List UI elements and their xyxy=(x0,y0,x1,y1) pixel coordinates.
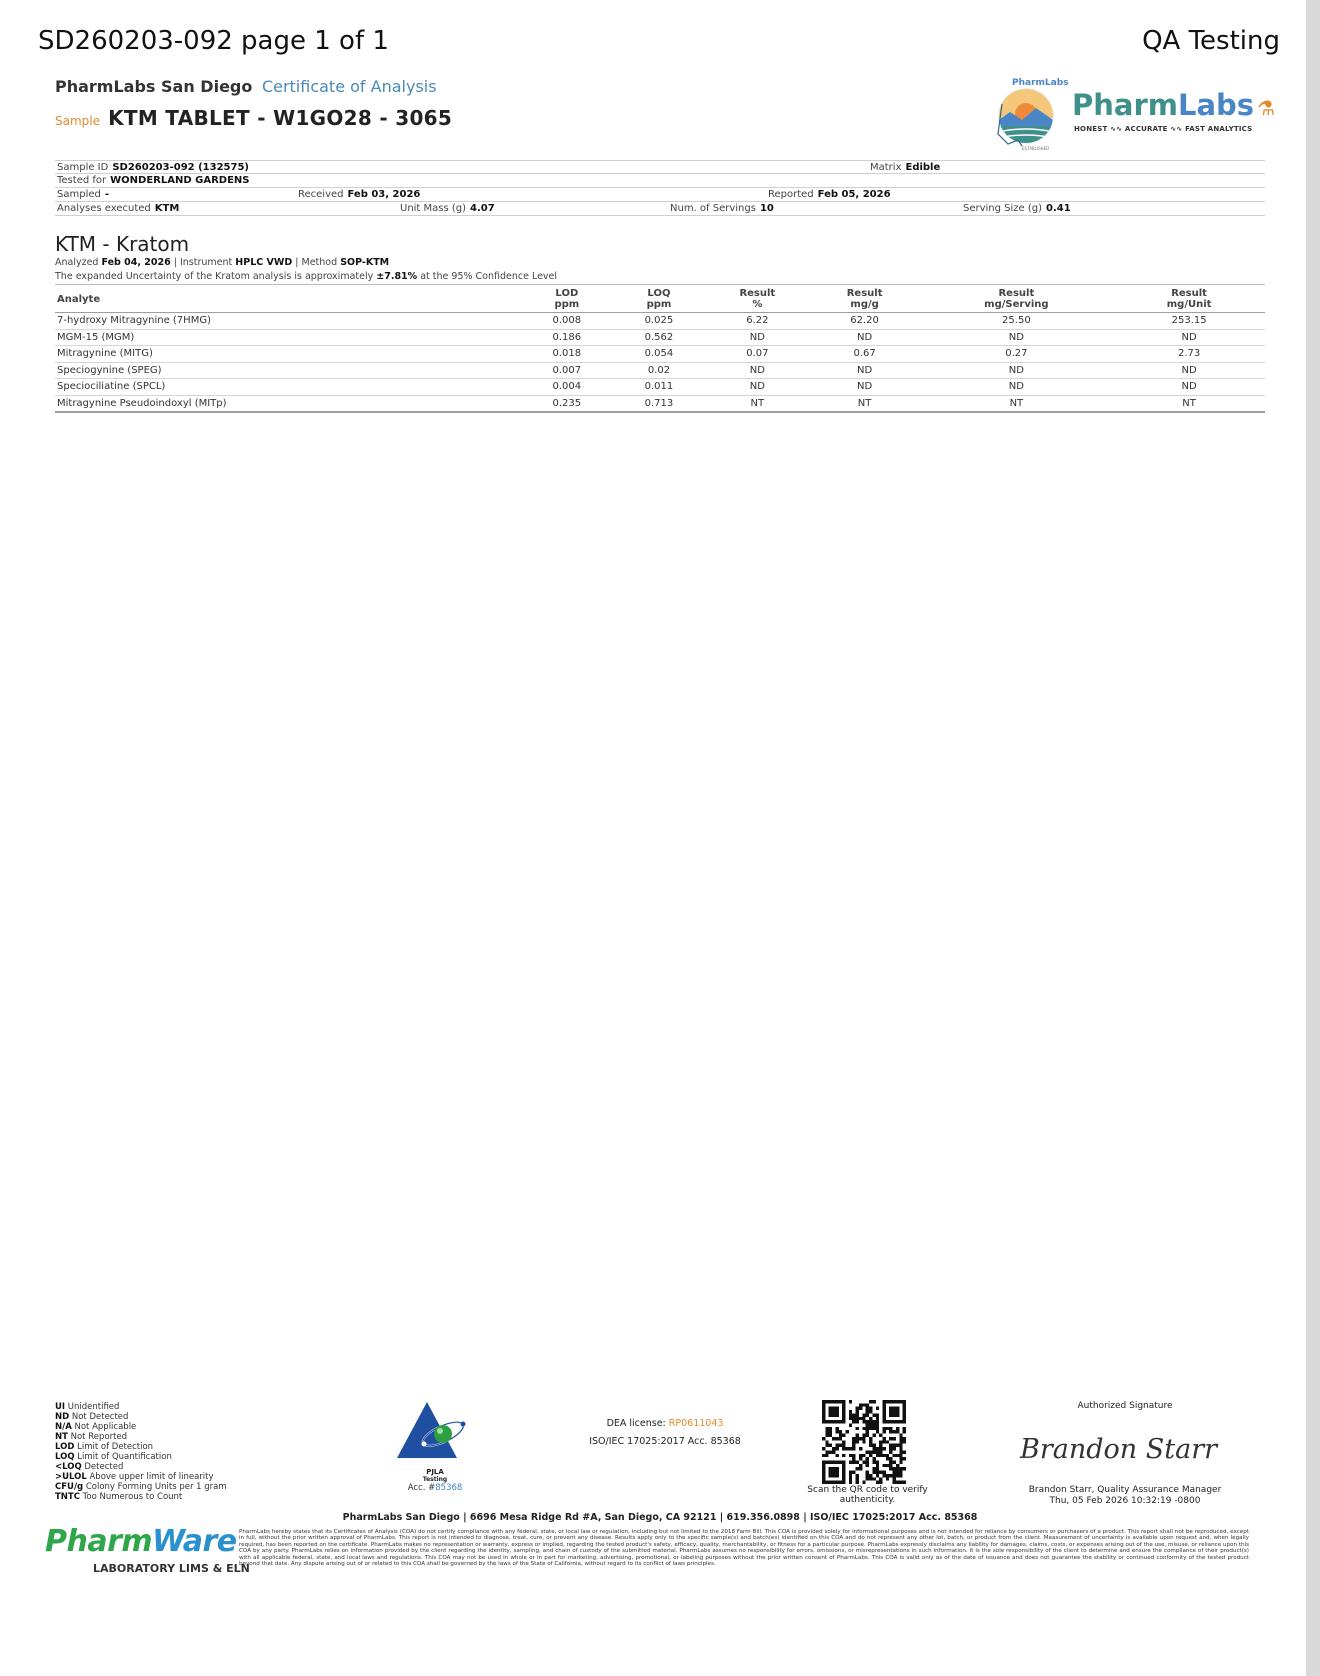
result-mg-per-unit-cell: ND xyxy=(1113,379,1265,396)
legend-item: CFU/g Colony Forming Units per 1 gram xyxy=(55,1482,227,1492)
dea-label: DEA license: xyxy=(606,1418,666,1429)
pharmware-subtitle: LABORATORY LIMS & ELN xyxy=(93,1562,250,1575)
pharmware-logo xyxy=(45,1524,250,1576)
signature-heading: Authorized Signature xyxy=(1077,1401,1173,1411)
result-mg-per-serving-cell: 25.50 xyxy=(920,313,1114,330)
meta-row xyxy=(55,202,1265,216)
column-header: Result % xyxy=(705,285,810,313)
serving-size: Serving Size (g) 0.41 xyxy=(963,203,1071,214)
result-percent-cell: 0.07 xyxy=(705,346,810,363)
lod-cell: 0.007 xyxy=(521,362,613,379)
qa-testing-title: QA Testing xyxy=(1142,26,1280,56)
result-mg-per-serving-cell: ND xyxy=(920,362,1114,379)
loq-cell: 0.562 xyxy=(613,329,705,346)
footer-address: PharmLabs San Diego | 6696 Mesa Ridge Rd #A, San Diego, CA 92121 | 619.356.0898 | ISO/IEC 17025:2017 Acc. 85368 xyxy=(342,1512,978,1523)
received: Received Feb 03, 2026 xyxy=(298,189,421,200)
page-edge xyxy=(1306,0,1320,1676)
lab-heading xyxy=(55,77,437,96)
document-title: SD260203-092 page 1 of 1 xyxy=(38,26,389,56)
result-mg-per-g-cell: ND xyxy=(810,329,920,346)
svg-text:Brandon Starr: Brandon Starr xyxy=(1020,1434,1218,1465)
sample-heading xyxy=(55,106,452,130)
lod-cell: 0.004 xyxy=(521,379,613,396)
reported: Reported Feb 05, 2026 xyxy=(768,189,891,200)
legend-item: LOQ Limit of Quantification xyxy=(55,1452,172,1462)
result-percent-cell: ND xyxy=(705,362,810,379)
result-mg-per-g-cell: 62.20 xyxy=(810,313,920,330)
result-mg-per-serving-cell: 0.27 xyxy=(920,346,1114,363)
result-mg-per-serving-cell: ND xyxy=(920,379,1114,396)
result-percent-cell: ND xyxy=(705,379,810,396)
legend-item: TNTC Too Numerous to Count xyxy=(55,1492,183,1502)
column-header: Result mg/Unit xyxy=(1113,285,1265,313)
loq-cell: 0.011 xyxy=(613,379,705,396)
analyte-cell: 7-hydroxy Mitragynine (7HMG) xyxy=(55,313,521,330)
legend-item: UI Unidentified xyxy=(55,1402,120,1412)
coa-title: Certificate of Analysis xyxy=(261,77,437,96)
sample-metadata xyxy=(55,160,1265,216)
iso-accreditation: ISO/IEC 17025:2017 Acc. 85368 xyxy=(589,1436,741,1447)
result-percent-cell: NT xyxy=(705,395,810,412)
qr-code-icon[interactable] xyxy=(822,1400,906,1484)
logo-tagline: HONEST ∿∿ ACCURATE ∿∿ FAST ANALYTICS xyxy=(1074,125,1253,133)
result-percent-cell: 6.22 xyxy=(705,313,810,330)
loq-cell: 0.025 xyxy=(613,313,705,330)
legend-item: NT Not Reported xyxy=(55,1432,128,1442)
meta-row xyxy=(55,174,1265,188)
legend-item: N/A Not Applicable xyxy=(55,1422,137,1432)
table-row xyxy=(55,379,1265,396)
result-mg-per-serving-cell: NT xyxy=(920,395,1114,412)
table-row xyxy=(55,329,1265,346)
lod-cell: 0.186 xyxy=(521,329,613,346)
abbreviation-legend xyxy=(55,1402,227,1502)
meta-row xyxy=(55,160,1265,174)
logo-wordmark: PharmLabs ⚗ xyxy=(1072,88,1276,122)
pjla-sublabel: Testing xyxy=(422,1476,448,1483)
result-mg-per-unit-cell: 253.15 xyxy=(1113,313,1265,330)
column-header: Analyte xyxy=(55,285,521,313)
legal-disclaimer: PharmLabs hereby states that its Certificates of Analysis (COA) do not certify compliance with any federal, state, or local law or regulation, including but not limited to the 2018 Farm Bill. This COA is provided solely for informational purposes and is not intended for reliance by consumers or purchasers of a product. This report shall not be reproduced, except in full, without the prior written approval of PharmLabs. This report is not intended to diagnose, treat, cure, or prevent any disease. Results apply only to the specific sample(s) and batch(es) identified on this COA and do not represent any other lot, batch, or product from the client. Measurement of uncertainty is available upon request and, when legally required, has been reported on the certificate. PharmLabs makes no representation or warranty, express or implied, regarding the tested product's safety, efficacy, quality, merchantability, or fitness for a particular purpose. PharmLabs expressly disclaims any liability for damages, claims, costs, or expenses arising out of the use, misuse, or reliance upon this COA by any party. PharmLabs relies on information provided by the client regarding the identity, sampling, and chain of custody of the submitted material. PharmLabs assumes no responsibility for errors, omissions, or misrepresentations in such information. It is the sole responsibility of the client to determine and ensure the compliance of their product(s) with all applicable federal, state, and local laws and regulations. This COA may not be used in whole or in part for marketing, advertising, promotional, or labeling purposes without the prior written consent of PharmLabs. This COA is valid only as of the date of issuance and does not guarantee the stability or continued conformity of the tested product beyond that date. Any dispute arising out of or related to this COA shall be governed by the laws of the State of California, without regard to its conflict of laws principles. xyxy=(239,1529,1249,1568)
uncertainty-note: The expanded Uncertainty of the Kratom analysis is approximately ±7.81% at the 95% Confidence Level xyxy=(55,271,558,282)
result-mg-per-g-cell: NT xyxy=(810,395,920,412)
legend-item: >ULOL Above upper limit of linearity xyxy=(55,1472,214,1482)
tested-for: Tested for WONDERLAND GARDENS xyxy=(57,175,250,186)
loq-cell: 0.02 xyxy=(613,362,705,379)
lod-cell: 0.018 xyxy=(521,346,613,363)
pjla-label: PJLA xyxy=(426,1468,444,1476)
signature-name: Brandon Starr, Quality Assurance Manager Thu, 05 Feb 2026 10:32:19 -0800 xyxy=(1028,1485,1222,1506)
matrix: Matrix Edible xyxy=(870,162,941,173)
table-row xyxy=(55,313,1265,330)
analyte-cell: MGM-15 (MGM) xyxy=(55,329,521,346)
legend-item: ND Not Detected xyxy=(55,1412,129,1422)
signature-image xyxy=(1015,1428,1235,1468)
section-title: KTM - Kratom xyxy=(55,232,190,256)
table-row xyxy=(55,346,1265,363)
lod-cell: 0.008 xyxy=(521,313,613,330)
results-table xyxy=(55,284,1265,413)
pjla-logo-icon xyxy=(395,1400,475,1462)
column-header: LOD ppm xyxy=(521,285,613,313)
lab-name: PharmLabs San Diego xyxy=(55,77,253,96)
analyte-cell: Speciogynine (SPEG) xyxy=(55,362,521,379)
dea-license-block xyxy=(560,1415,770,1451)
sample-name: KTM TABLET - W1GO28 - 3065 xyxy=(108,106,453,130)
analyte-cell: Mitragynine Pseudoindoxyl (MITp) xyxy=(55,395,521,412)
result-mg-per-g-cell: ND xyxy=(810,379,920,396)
column-header: Result mg/g xyxy=(810,285,920,313)
svg-text:PharmLabs: PharmLabs xyxy=(1012,78,1069,88)
analysis-info: Analyzed Feb 04, 2026 | Instrument HPLC VWD | Method SOP-KTM xyxy=(55,257,390,268)
legend-item: LOD Limit of Detection xyxy=(55,1442,154,1452)
loq-cell: 0.054 xyxy=(613,346,705,363)
sample-label: Sample xyxy=(55,114,100,128)
result-mg-per-unit-cell: NT xyxy=(1113,395,1265,412)
result-mg-per-unit-cell: ND xyxy=(1113,362,1265,379)
analyte-cell: Speciociliatine (SPCL) xyxy=(55,379,521,396)
analyses-executed: Analyses executed KTM xyxy=(57,203,180,214)
result-mg-per-g-cell: 0.67 xyxy=(810,346,920,363)
svg-text:ESTABLISHED: ESTABLISHED xyxy=(1022,146,1050,151)
meta-row xyxy=(55,188,1265,202)
sampled: Sampled - xyxy=(57,189,109,200)
lod-cell: 0.235 xyxy=(521,395,613,412)
table-row xyxy=(55,395,1265,412)
result-percent-cell: ND xyxy=(705,329,810,346)
result-mg-per-unit-cell: 2.73 xyxy=(1113,346,1265,363)
result-mg-per-g-cell: ND xyxy=(810,362,920,379)
unit-mass: Unit Mass (g) 4.07 xyxy=(400,203,495,214)
legend-item: <LOQ Detected xyxy=(55,1462,124,1472)
pjla-accreditation xyxy=(395,1400,475,1493)
result-mg-per-unit-cell: ND xyxy=(1113,329,1265,346)
analyte-cell: Mitragynine (MITG) xyxy=(55,346,521,363)
sample-id: Sample ID SD260203-092 (132575) xyxy=(57,162,249,173)
loq-cell: 0.713 xyxy=(613,395,705,412)
dea-license-number: RP0611043 xyxy=(668,1418,724,1429)
column-header: Result mg/Serving xyxy=(920,285,1114,313)
pjla-accreditation-number: Acc. #85368 xyxy=(407,1483,463,1493)
result-mg-per-serving-cell: ND xyxy=(920,329,1114,346)
table-header-row xyxy=(55,285,1265,313)
column-header: LOQ ppm xyxy=(613,285,705,313)
table-row xyxy=(55,362,1265,379)
qr-caption: Scan the QR code to verify authenticity. xyxy=(807,1485,928,1505)
num-servings: Num. of Servings 10 xyxy=(670,203,774,214)
pharmlabs-emblem-icon xyxy=(988,74,1070,152)
pharmware-wordmark: PharmWare xyxy=(45,1524,237,1559)
pharmlabs-logo xyxy=(988,74,1276,152)
